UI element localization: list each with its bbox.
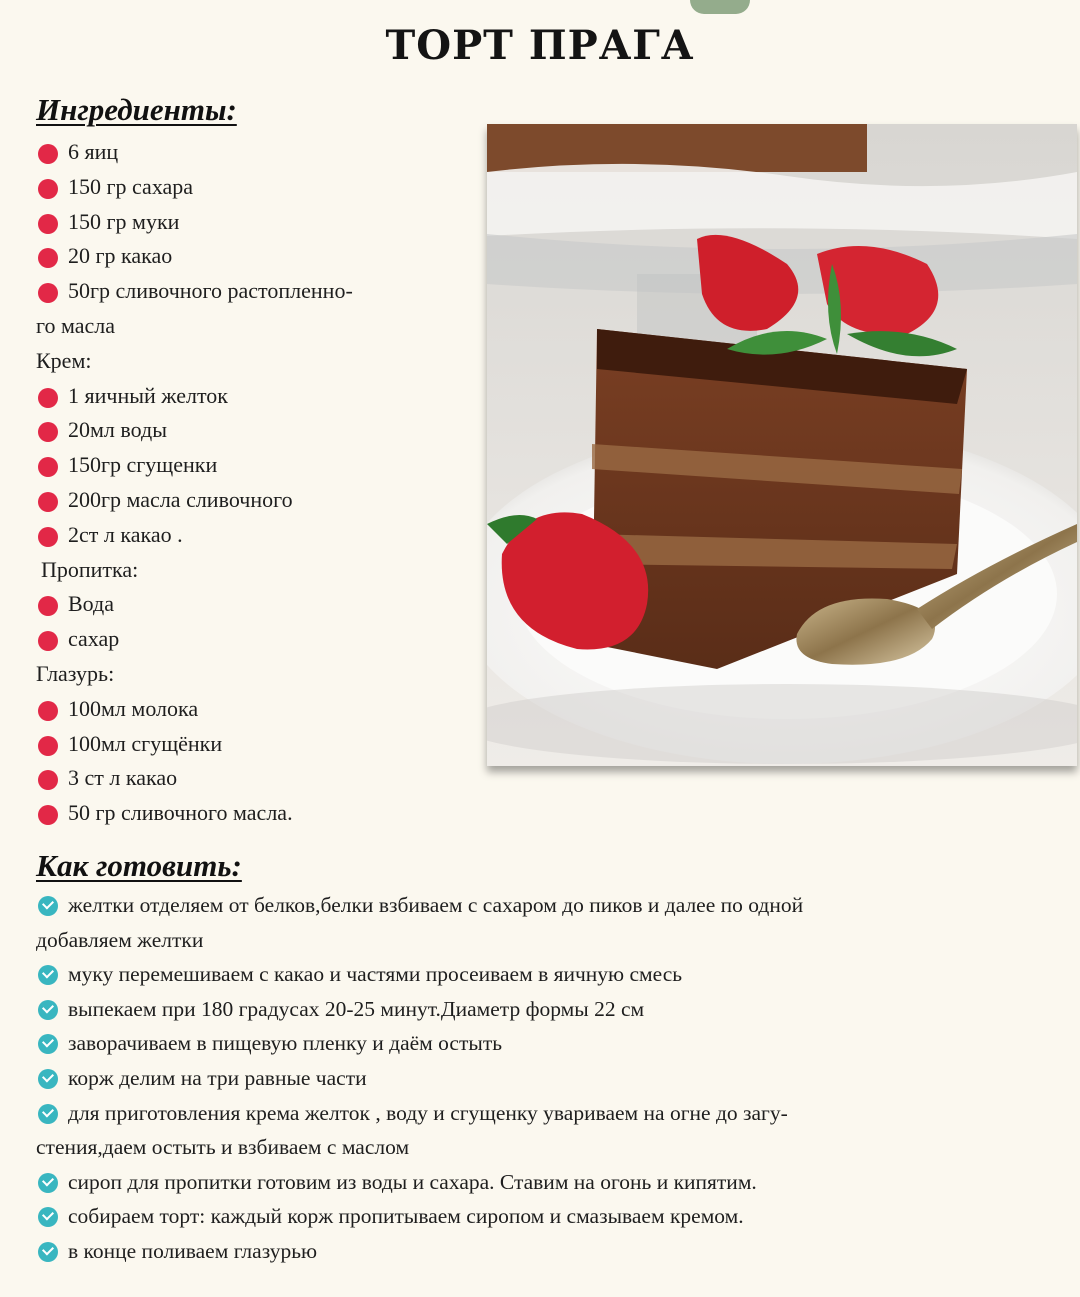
ingredient-item: 150гр сгущенки <box>36 448 476 483</box>
checkmark-icon <box>38 1242 58 1262</box>
method-step <box>36 923 1066 958</box>
method-step-text: муку перемешиваем с какао и частями просеиваем в яичную смесь <box>68 962 683 987</box>
method-step <box>36 957 1066 992</box>
ingredient-subheading: Глазурь: <box>36 660 115 686</box>
method-step-text: в конце поливаем глазурью <box>68 1238 318 1263</box>
method-step-text: выпекаем при 180 градусах 20-25 минут.Диаметр формы 22 см <box>68 996 645 1021</box>
method-steps-list <box>36 888 1066 1269</box>
ingredient-item: Вода <box>36 587 476 622</box>
checkmark-icon <box>38 896 58 916</box>
checkmark-icon <box>38 1104 58 1124</box>
ingredient-item: 50гр сливочного растопленно- <box>36 274 476 309</box>
method-step <box>36 1234 1066 1269</box>
ingredient-item: 20 гр какао <box>36 239 476 274</box>
method-step-text: стения,даем остыть и взбиваем с маслом <box>36 1135 410 1160</box>
method-step <box>36 888 1066 923</box>
method-step-text: сироп для пропитки готовим из воды и сахара. Ставим на огонь и кипятим. <box>68 1169 757 1194</box>
ingredient-item: 100мл молока <box>36 692 476 727</box>
checkmark-icon <box>38 1207 58 1227</box>
method-step-text: добавляем желтки <box>36 927 204 952</box>
cake-photo <box>487 124 1077 766</box>
ingredient-item: 20мл воды <box>36 413 476 448</box>
checkmark-icon <box>38 1173 58 1193</box>
ingredient-item: 3 ст л какао <box>36 761 476 796</box>
method-step <box>36 1199 1066 1234</box>
ingredient-item: 2ст л какао . <box>36 518 476 553</box>
checkmark-icon <box>38 1069 58 1089</box>
method-step <box>36 1061 1066 1096</box>
decorative-leaf <box>690 0 750 14</box>
ingredient-subheading: Крем: <box>36 347 92 373</box>
recipe-title: ТОРТ ПРАГА <box>385 22 695 69</box>
method-step-text: заворачиваем в пищевую пленку и даём остыть <box>68 1031 503 1056</box>
ingredient-subheading: го масла <box>36 312 116 338</box>
method-step <box>36 1130 1066 1165</box>
method-step <box>36 1096 1066 1131</box>
method-step-text: корж делим на три равные части <box>68 1065 367 1090</box>
method-step-text: для приготовления крема желток , воду и сгущенку увариваем на огне до загу- <box>68 1100 788 1125</box>
ingredient-item: 1 яичный желток <box>36 379 476 414</box>
ingredient-item: 100мл сгущёнки <box>36 727 476 762</box>
ingredient-item: 150 гр сахара <box>36 170 476 205</box>
ingredient-item: 150 гр муки <box>36 205 476 240</box>
ingredient-item: 200гр масла сливочного <box>36 483 476 518</box>
ingredient-item: сахар <box>36 622 476 657</box>
checkmark-icon <box>38 1034 58 1054</box>
method-step <box>36 1165 1066 1200</box>
ingredient-item: 50 гр сливочного масла. <box>36 796 476 831</box>
method-step <box>36 1026 1066 1061</box>
method-step-text: желтки отделяем от белков,белки взбиваем с сахаром до пиков и далее по одной <box>68 893 804 917</box>
method-heading: Как готовить: <box>36 848 242 883</box>
ingredients-list <box>36 135 476 831</box>
method-step <box>36 992 1066 1027</box>
checkmark-icon <box>38 965 58 985</box>
method-step-text: собираем торт: каждый корж пропитываем сиропом и смазываем кремом. <box>68 1204 744 1229</box>
ingredient-subheading: Пропитка: <box>41 556 139 582</box>
checkmark-icon <box>38 1000 58 1020</box>
ingredients-heading: Ингредиенты: <box>36 92 237 127</box>
ingredient-item: 6 яиц <box>36 135 476 170</box>
